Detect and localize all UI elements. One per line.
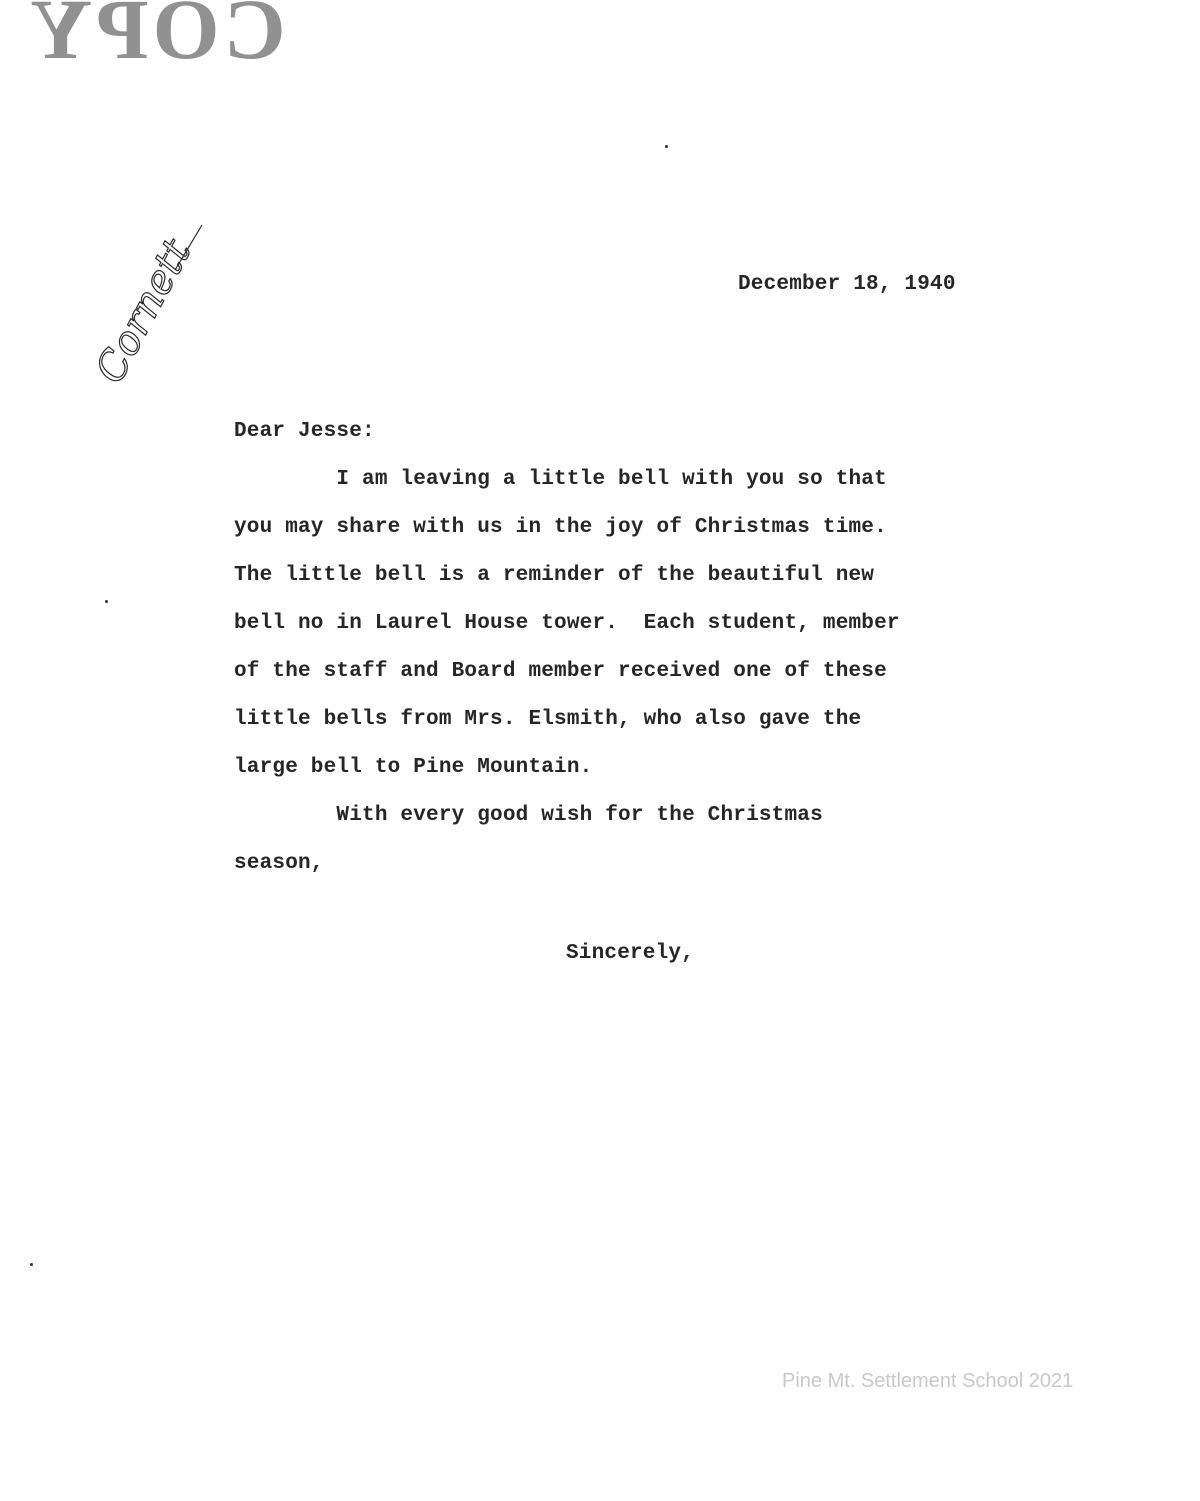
body-line: The little bell is a reminder of the beautiful new	[234, 564, 875, 587]
body-line: I am leaving a little bell with you so that	[234, 468, 887, 491]
watermark: Pine Mt. Settlement School 2021	[782, 1370, 1074, 1392]
body-line: With every good wish for the Christmas	[234, 804, 823, 827]
body-line: large bell to Pine Mountain.	[234, 756, 593, 779]
paper-speck	[105, 600, 108, 603]
salutation: Dear Jesse:	[234, 420, 375, 443]
body-line: little bells from Mrs. Elsmith, who also gave the	[234, 708, 862, 731]
handwritten-note-text: Cornett	[86, 231, 201, 391]
body-line: you may share with us in the joy of Christmas time.	[234, 516, 887, 539]
handwritten-cornett-annotation	[70, 215, 220, 410]
body-line: season,	[234, 852, 324, 875]
body-line: bell no in Laurel House tower. Each student, member	[234, 612, 900, 635]
paper-speck	[665, 145, 668, 148]
closing: Sincerely,	[566, 942, 695, 965]
copy-stamp: COPY	[26, 0, 286, 77]
paper-speck	[30, 1263, 33, 1266]
letter-date: December 18, 1940	[738, 273, 956, 296]
body-line: of the staff and Board member received one of these	[234, 660, 887, 683]
